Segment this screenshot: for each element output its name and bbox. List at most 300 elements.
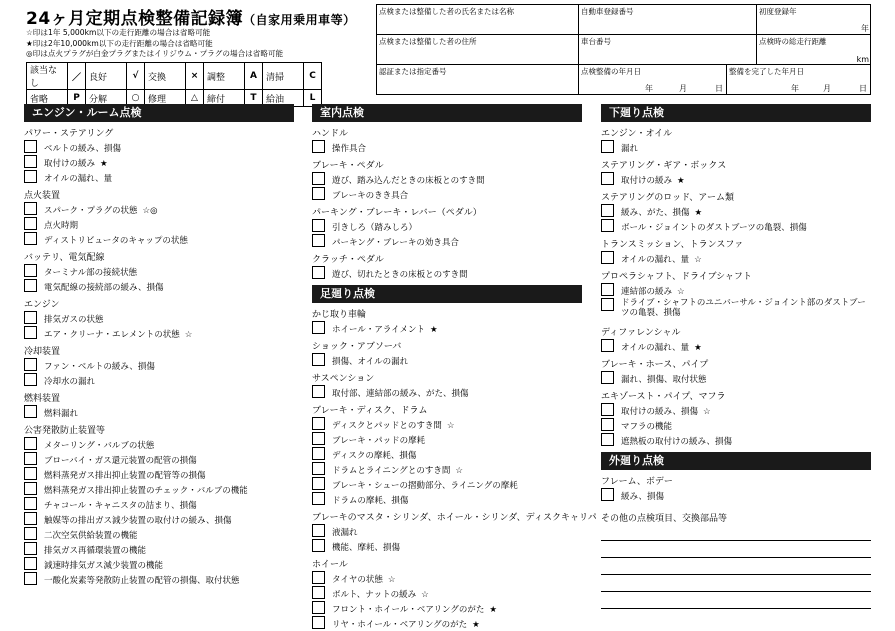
legend-symbol: ×	[186, 63, 204, 90]
check-item-text: チャコール・キャニスタの詰まり、損傷	[44, 501, 197, 511]
check-item-label	[44, 484, 248, 496]
check-item-text: 遊び、切れたときの床板とのすき間	[332, 270, 468, 280]
check-item	[312, 266, 582, 281]
odometer-label: 点検時の総走行距離	[759, 37, 827, 46]
interval-mark: ★	[472, 620, 480, 630]
inspect-date-field[interactable]	[579, 65, 727, 94]
check-box[interactable]	[24, 140, 37, 153]
check-item-text: 燃料漏れ	[44, 409, 79, 419]
check-item-text: 連結部の緩み	[621, 287, 673, 297]
check-item	[24, 452, 294, 467]
check-item-text: ホイール・アライメント	[332, 325, 425, 335]
first-reg-label: 初度登録年	[759, 7, 797, 16]
year-unit: 年	[645, 84, 653, 93]
group-title: ブレーキ・ディスク、ドラム	[312, 406, 428, 416]
legend-row	[27, 63, 322, 90]
check-item-label	[332, 603, 497, 615]
check-box[interactable]	[24, 557, 37, 570]
check-item	[312, 187, 582, 202]
check-item-text: 取付けの緩み	[621, 176, 673, 186]
group-title: トランスミッション、トランスファ	[601, 240, 744, 250]
section-interior	[312, 104, 582, 281]
legend-label: 省略	[27, 90, 68, 107]
check-item-text: ベルトの緩み、損傷	[44, 144, 122, 154]
legend-label: 該当なし	[27, 63, 68, 90]
check-item-text: 漏れ、損傷、取付状態	[621, 375, 707, 385]
check-item-text: ディスクとパッドとのすき間	[332, 421, 442, 431]
check-item-text: パーキング・ブレーキの効き具合	[332, 238, 459, 248]
check-item-label	[44, 529, 138, 541]
km-unit: km	[856, 55, 869, 64]
check-item-text: 引きしろ（踏みしろ）	[332, 223, 418, 233]
group-title: エンジン	[24, 300, 60, 310]
check-item-label	[332, 434, 425, 446]
check-box[interactable]	[601, 488, 614, 501]
check-item	[601, 283, 871, 298]
check-item	[601, 298, 871, 322]
reg-no-field[interactable]	[579, 5, 757, 35]
chassis-field[interactable]	[579, 35, 757, 65]
check-box[interactable]	[24, 542, 37, 555]
check-item	[312, 492, 582, 507]
check-box[interactable]	[312, 266, 325, 279]
check-item-label	[44, 559, 163, 571]
check-box[interactable]	[24, 467, 37, 480]
check-item-label	[44, 360, 155, 372]
header-form	[376, 4, 871, 95]
check-item-text: 触媒等の排出ガス減少装置の取付けの緩み、損傷	[44, 516, 232, 526]
check-item-label	[44, 439, 154, 451]
check-box[interactable]	[312, 571, 325, 584]
group-title: エンジン・オイル	[601, 129, 673, 139]
title-main: 24ヶ月定期点検整備記録簿	[26, 9, 244, 29]
check-item-label	[44, 157, 108, 169]
check-item	[24, 279, 294, 294]
check-item-text: 減速時排気ガス減少装置の機能	[44, 561, 164, 571]
check-box[interactable]	[24, 497, 37, 510]
legend-label: 良好	[86, 63, 127, 90]
check-box[interactable]	[24, 512, 37, 525]
check-box[interactable]	[601, 418, 614, 431]
other-item-line[interactable]	[601, 524, 871, 541]
check-item	[312, 539, 582, 554]
check-item-label	[621, 490, 664, 502]
check-item-label	[332, 236, 459, 248]
check-item	[24, 217, 294, 232]
check-item	[312, 601, 582, 616]
check-item	[312, 524, 582, 539]
group-title: パーキング・ブレーキ・レバー（ペダル）	[312, 208, 482, 218]
check-box[interactable]	[312, 353, 325, 366]
check-item-label	[44, 234, 188, 246]
check-box[interactable]	[601, 140, 614, 153]
check-item	[312, 219, 582, 234]
check-item	[312, 385, 582, 400]
check-box[interactable]	[312, 492, 325, 505]
interval-mark: ★	[694, 208, 703, 218]
check-item	[601, 403, 871, 418]
odometer-field[interactable]	[757, 35, 871, 65]
check-item-text: スパーク・プラグの状態	[44, 206, 138, 216]
legend-symbol: A	[245, 63, 263, 90]
check-box[interactable]	[312, 172, 325, 185]
check-item-text: フロント・ホイール・ベアリングのがた	[332, 605, 485, 615]
check-item-text: ディスクの摩耗、損傷	[332, 451, 417, 461]
check-item	[601, 371, 871, 386]
legend-symbol: T	[245, 90, 263, 107]
group-title: プロペラシャフト、ドライブシャフト	[601, 272, 752, 282]
check-box[interactable]	[601, 403, 614, 416]
check-item-label	[44, 499, 197, 511]
check-item-label	[332, 221, 417, 233]
check-box[interactable]	[24, 358, 37, 371]
check-item	[24, 140, 294, 155]
legend-label: 調整	[204, 63, 245, 90]
interval-mark: ☆	[387, 575, 396, 585]
check-box[interactable]	[601, 251, 614, 264]
check-item	[24, 358, 294, 373]
check-box[interactable]	[24, 326, 37, 339]
group-title: 冷却装置	[24, 347, 61, 357]
check-item	[601, 172, 871, 187]
other-item-line[interactable]	[601, 592, 871, 609]
check-item	[24, 467, 294, 482]
check-item	[601, 219, 871, 234]
check-item-text: 取付けの緩み	[44, 159, 96, 169]
legend-table	[26, 62, 322, 107]
legend-symbol: L	[304, 90, 322, 107]
group-title: ハンドル	[312, 129, 349, 139]
check-item	[24, 202, 294, 217]
group-title: ブレーキのマスタ・シリンダ、ホイール・シリンダ、ディスクキャリパ	[312, 513, 597, 523]
check-item	[24, 232, 294, 247]
check-item-label	[621, 405, 711, 417]
check-item-label	[44, 142, 121, 154]
check-item-text: 点火時期	[44, 221, 79, 231]
check-item-text: 燃料蒸発ガス排出抑止装置のチェック・バルブの機能	[44, 486, 248, 496]
legend-symbol: ／	[68, 63, 86, 90]
month-unit: 月	[823, 84, 831, 93]
check-item	[24, 326, 294, 341]
legend-symbol: √	[127, 63, 145, 90]
check-item-label	[44, 454, 197, 466]
note-line: ◎印は点火プラグが白金プラグまたはイリジウム・プラグの場合は省略可能	[26, 49, 284, 58]
check-box[interactable]	[312, 524, 325, 537]
month-unit: 月	[679, 84, 687, 93]
check-item	[24, 482, 294, 497]
group-title: フレーム、ボデー	[601, 477, 673, 487]
check-item-label	[621, 206, 702, 218]
check-box[interactable]	[312, 234, 325, 247]
check-item-label	[332, 526, 358, 538]
check-item-label	[44, 375, 95, 387]
year-unit: 年	[861, 24, 869, 33]
check-item-label	[332, 323, 438, 335]
check-item-text: ブローバイ・ガス還元装置の配管の損傷	[44, 456, 197, 466]
check-item-label	[332, 541, 400, 553]
group-title: かじ取り車輪	[312, 310, 367, 320]
section-engine-room	[24, 104, 294, 587]
check-item-label	[44, 328, 192, 340]
check-item-label	[621, 221, 807, 233]
check-item	[24, 497, 294, 512]
check-item-label	[332, 573, 395, 585]
check-item-text: リヤ・ホイール・ベアリングのがた	[332, 620, 468, 630]
section-under	[601, 104, 871, 448]
other-item-line[interactable]	[601, 575, 871, 592]
check-item	[601, 204, 871, 219]
check-item-text: ボルト、ナットの緩み	[332, 590, 417, 600]
interval-mark: ☆	[446, 421, 455, 431]
group-title: 点火装置	[24, 191, 61, 201]
other-item-line[interactable]	[601, 541, 871, 558]
check-box[interactable]	[24, 279, 37, 292]
section-chassis-around	[312, 285, 597, 631]
group-title: バッテリ、電気配線	[24, 253, 105, 263]
check-item-text: ブレーキ・パッドの摩耗	[332, 436, 426, 446]
check-item-label	[44, 544, 146, 556]
group-title: ショック・アブソーバ	[312, 342, 402, 352]
check-box[interactable]	[601, 204, 614, 217]
check-item-label	[332, 419, 454, 431]
interval-mark: ★	[489, 605, 497, 615]
address-field[interactable]	[377, 35, 579, 65]
check-item	[312, 353, 582, 368]
check-item-label	[621, 174, 685, 186]
check-box[interactable]	[312, 539, 325, 552]
check-item	[24, 170, 294, 185]
check-item-text: ブレーキ・シューの摺動部分、ライニングの摩耗	[332, 481, 518, 491]
check-item-text: 二次空気供給装置の機能	[44, 531, 138, 541]
check-item-label	[332, 142, 366, 154]
legend-symbol: C	[304, 63, 322, 90]
check-item	[312, 417, 582, 432]
section-header: 下廻り点検	[601, 104, 871, 122]
notes	[26, 28, 283, 60]
legend-label: 修理	[145, 90, 186, 107]
check-box[interactable]	[312, 219, 325, 232]
check-box[interactable]	[312, 140, 325, 153]
check-item	[312, 432, 582, 447]
check-box[interactable]	[24, 452, 37, 465]
check-item	[312, 447, 582, 462]
interval-mark: ☆	[421, 590, 429, 600]
check-item	[601, 140, 871, 155]
check-item-label	[332, 494, 408, 506]
check-item-label	[44, 469, 206, 481]
check-box[interactable]	[24, 527, 37, 540]
section-header: 足廻り点検	[312, 285, 582, 303]
check-item-text: 遮熱板の取付けの緩み、損傷	[621, 437, 733, 447]
check-item-label	[44, 219, 78, 231]
check-box[interactable]	[312, 417, 325, 430]
check-box[interactable]	[312, 432, 325, 445]
group-title: サスペンション	[312, 374, 375, 384]
day-unit: 日	[859, 84, 867, 93]
check-box[interactable]	[601, 283, 614, 296]
group-title: 燃料装置	[24, 394, 61, 404]
check-item	[601, 418, 871, 433]
legend-symbol: ○	[127, 90, 145, 107]
check-item	[24, 542, 294, 557]
check-item-text: 排気ガスの状態	[44, 315, 104, 325]
finish-date-field[interactable]	[727, 65, 871, 94]
day-unit: 日	[715, 84, 723, 93]
check-item-text: 燃料蒸発ガス排出抑止装置の配管等の損傷	[44, 471, 206, 481]
check-box[interactable]	[312, 447, 325, 460]
interval-mark: ☆	[455, 466, 463, 476]
check-item-label	[44, 514, 232, 526]
check-box[interactable]	[601, 298, 614, 311]
check-item-text: ターミナル部の接続状態	[44, 268, 138, 278]
note-line: ☆印は1年 5,000km以下の走行距離の場合は省略可能	[26, 28, 211, 37]
other-item-line[interactable]	[601, 558, 871, 575]
check-item-text: 電気配線の接続部の緩み、損傷	[44, 283, 164, 293]
check-item-label	[44, 574, 240, 586]
check-item	[24, 437, 294, 452]
check-item	[601, 433, 871, 448]
group-title: パワー・ステアリング	[24, 129, 114, 139]
group-title: エキゾースト・パイプ、マフラ	[601, 392, 726, 402]
name-field[interactable]	[377, 5, 579, 35]
check-box[interactable]	[24, 170, 37, 183]
check-item	[312, 172, 582, 187]
interval-mark: ★	[694, 343, 702, 353]
check-item-text: オイルの漏れ、量	[621, 255, 690, 265]
check-item-text: ドラムの摩耗、損傷	[332, 496, 409, 506]
check-item	[312, 462, 582, 477]
section-exterior	[601, 452, 871, 503]
check-item-text: 損傷、オイルの漏れ	[332, 357, 409, 367]
check-item-label	[44, 266, 137, 278]
address-label: 点検または整備した者の住所	[379, 37, 477, 46]
legend-label: 清掃	[263, 63, 304, 90]
check-item-text: 取付けの緩み、損傷	[621, 407, 699, 417]
check-box[interactable]	[24, 264, 37, 277]
check-box[interactable]	[24, 155, 37, 168]
chassis-label: 車台番号	[581, 37, 611, 46]
check-box[interactable]	[24, 202, 37, 215]
section-header: 室内点検	[312, 104, 582, 122]
check-item	[24, 373, 294, 388]
check-box[interactable]	[24, 217, 37, 230]
interval-mark: ☆	[184, 330, 193, 340]
legend-label: 締付	[204, 90, 245, 107]
legend-label: 交換	[145, 63, 186, 90]
check-box[interactable]	[601, 371, 614, 384]
check-item-text: 冷却水の漏れ	[44, 377, 96, 387]
name-field-label: 点検または整備した者の氏名または名称	[379, 7, 514, 16]
interval-mark: ☆	[677, 287, 685, 297]
check-item	[24, 512, 294, 527]
title-sub: （自家用乗用車等）	[243, 13, 356, 27]
check-box[interactable]	[312, 385, 325, 398]
check-item-label	[621, 142, 638, 154]
check-item-label	[621, 253, 702, 265]
check-item-text: ボール・ジョイントのダストブーツの亀裂、損傷	[621, 223, 807, 233]
check-item	[24, 572, 294, 587]
check-box[interactable]	[312, 586, 325, 599]
check-box[interactable]	[601, 172, 614, 185]
first-reg-field[interactable]	[757, 5, 871, 35]
check-item	[24, 311, 294, 326]
check-box[interactable]	[312, 321, 325, 334]
check-item-label	[44, 407, 78, 419]
cert-field[interactable]	[377, 65, 579, 94]
check-item-label	[621, 373, 707, 385]
check-item	[312, 234, 582, 249]
interval-mark: ★	[677, 176, 685, 186]
check-item-text: オイルの漏れ、量	[44, 174, 113, 184]
interval-mark: ☆◎	[142, 206, 158, 216]
check-box[interactable]	[24, 311, 37, 324]
check-item-label	[621, 341, 702, 353]
group-title: ステアリング・ギア・ボックス	[601, 161, 727, 171]
note-line: ★印は2年10,000km以下の走行距離の場合は省略可能	[26, 38, 213, 48]
check-item	[24, 527, 294, 542]
document-title	[26, 4, 356, 29]
check-box[interactable]	[312, 187, 325, 200]
check-item-label	[44, 172, 112, 184]
check-item-label	[621, 435, 732, 447]
interval-mark: ☆	[703, 407, 711, 417]
check-item	[24, 405, 294, 420]
check-item-text: ドラムとライニングとのすき間	[332, 466, 451, 476]
check-box[interactable]	[312, 601, 325, 614]
check-box[interactable]	[24, 373, 37, 386]
check-box[interactable]	[312, 477, 325, 490]
check-item	[24, 155, 294, 170]
check-box[interactable]	[312, 462, 325, 475]
group-title: ブレーキ・ホース、パイプ	[601, 360, 709, 370]
check-item-label	[621, 285, 685, 297]
check-item-label	[44, 204, 158, 216]
check-item-text: 緩み、がた、損傷	[621, 208, 690, 218]
check-box[interactable]	[24, 482, 37, 495]
column-right	[601, 104, 871, 609]
column-left	[24, 104, 294, 587]
legend-label: 分解	[86, 90, 127, 107]
legend-label: 給油	[263, 90, 304, 107]
finish-date-label: 整備を完了した年月日	[729, 67, 804, 76]
group-title: クラッチ・ペダル	[312, 255, 384, 265]
check-item	[601, 488, 871, 503]
check-box[interactable]	[601, 433, 614, 446]
check-item	[24, 264, 294, 279]
legend-symbol: P	[68, 90, 86, 107]
group-title: ステアリングのロッド、アーム類	[601, 193, 735, 203]
check-item-text: 遊び、踏み込んだときの床板とのすき間	[332, 176, 485, 186]
check-item	[312, 571, 582, 586]
check-item-text: 緩み、損傷	[621, 492, 665, 502]
section-header: エンジン・ルーム点検	[24, 104, 294, 122]
check-item-text: ドライブ・シャフトのユニバーサル・ジョイント部のダストブーツの亀裂、損傷	[621, 298, 866, 318]
group-title: ブレーキ・ペダル	[312, 161, 384, 171]
check-box[interactable]	[24, 405, 37, 418]
check-item-label	[332, 479, 518, 491]
check-item-text: 取付部、連結部の緩み、がた、損傷	[332, 389, 469, 399]
interval-mark: ★	[100, 159, 108, 169]
check-box[interactable]	[601, 339, 614, 352]
check-item-text: 操作具合	[332, 144, 367, 154]
check-box[interactable]	[601, 219, 614, 232]
check-box[interactable]	[24, 437, 37, 450]
check-item	[312, 477, 582, 492]
check-item-text: 漏れ	[621, 144, 639, 154]
check-box[interactable]	[24, 232, 37, 245]
check-item	[312, 616, 582, 631]
check-box[interactable]	[24, 572, 37, 585]
